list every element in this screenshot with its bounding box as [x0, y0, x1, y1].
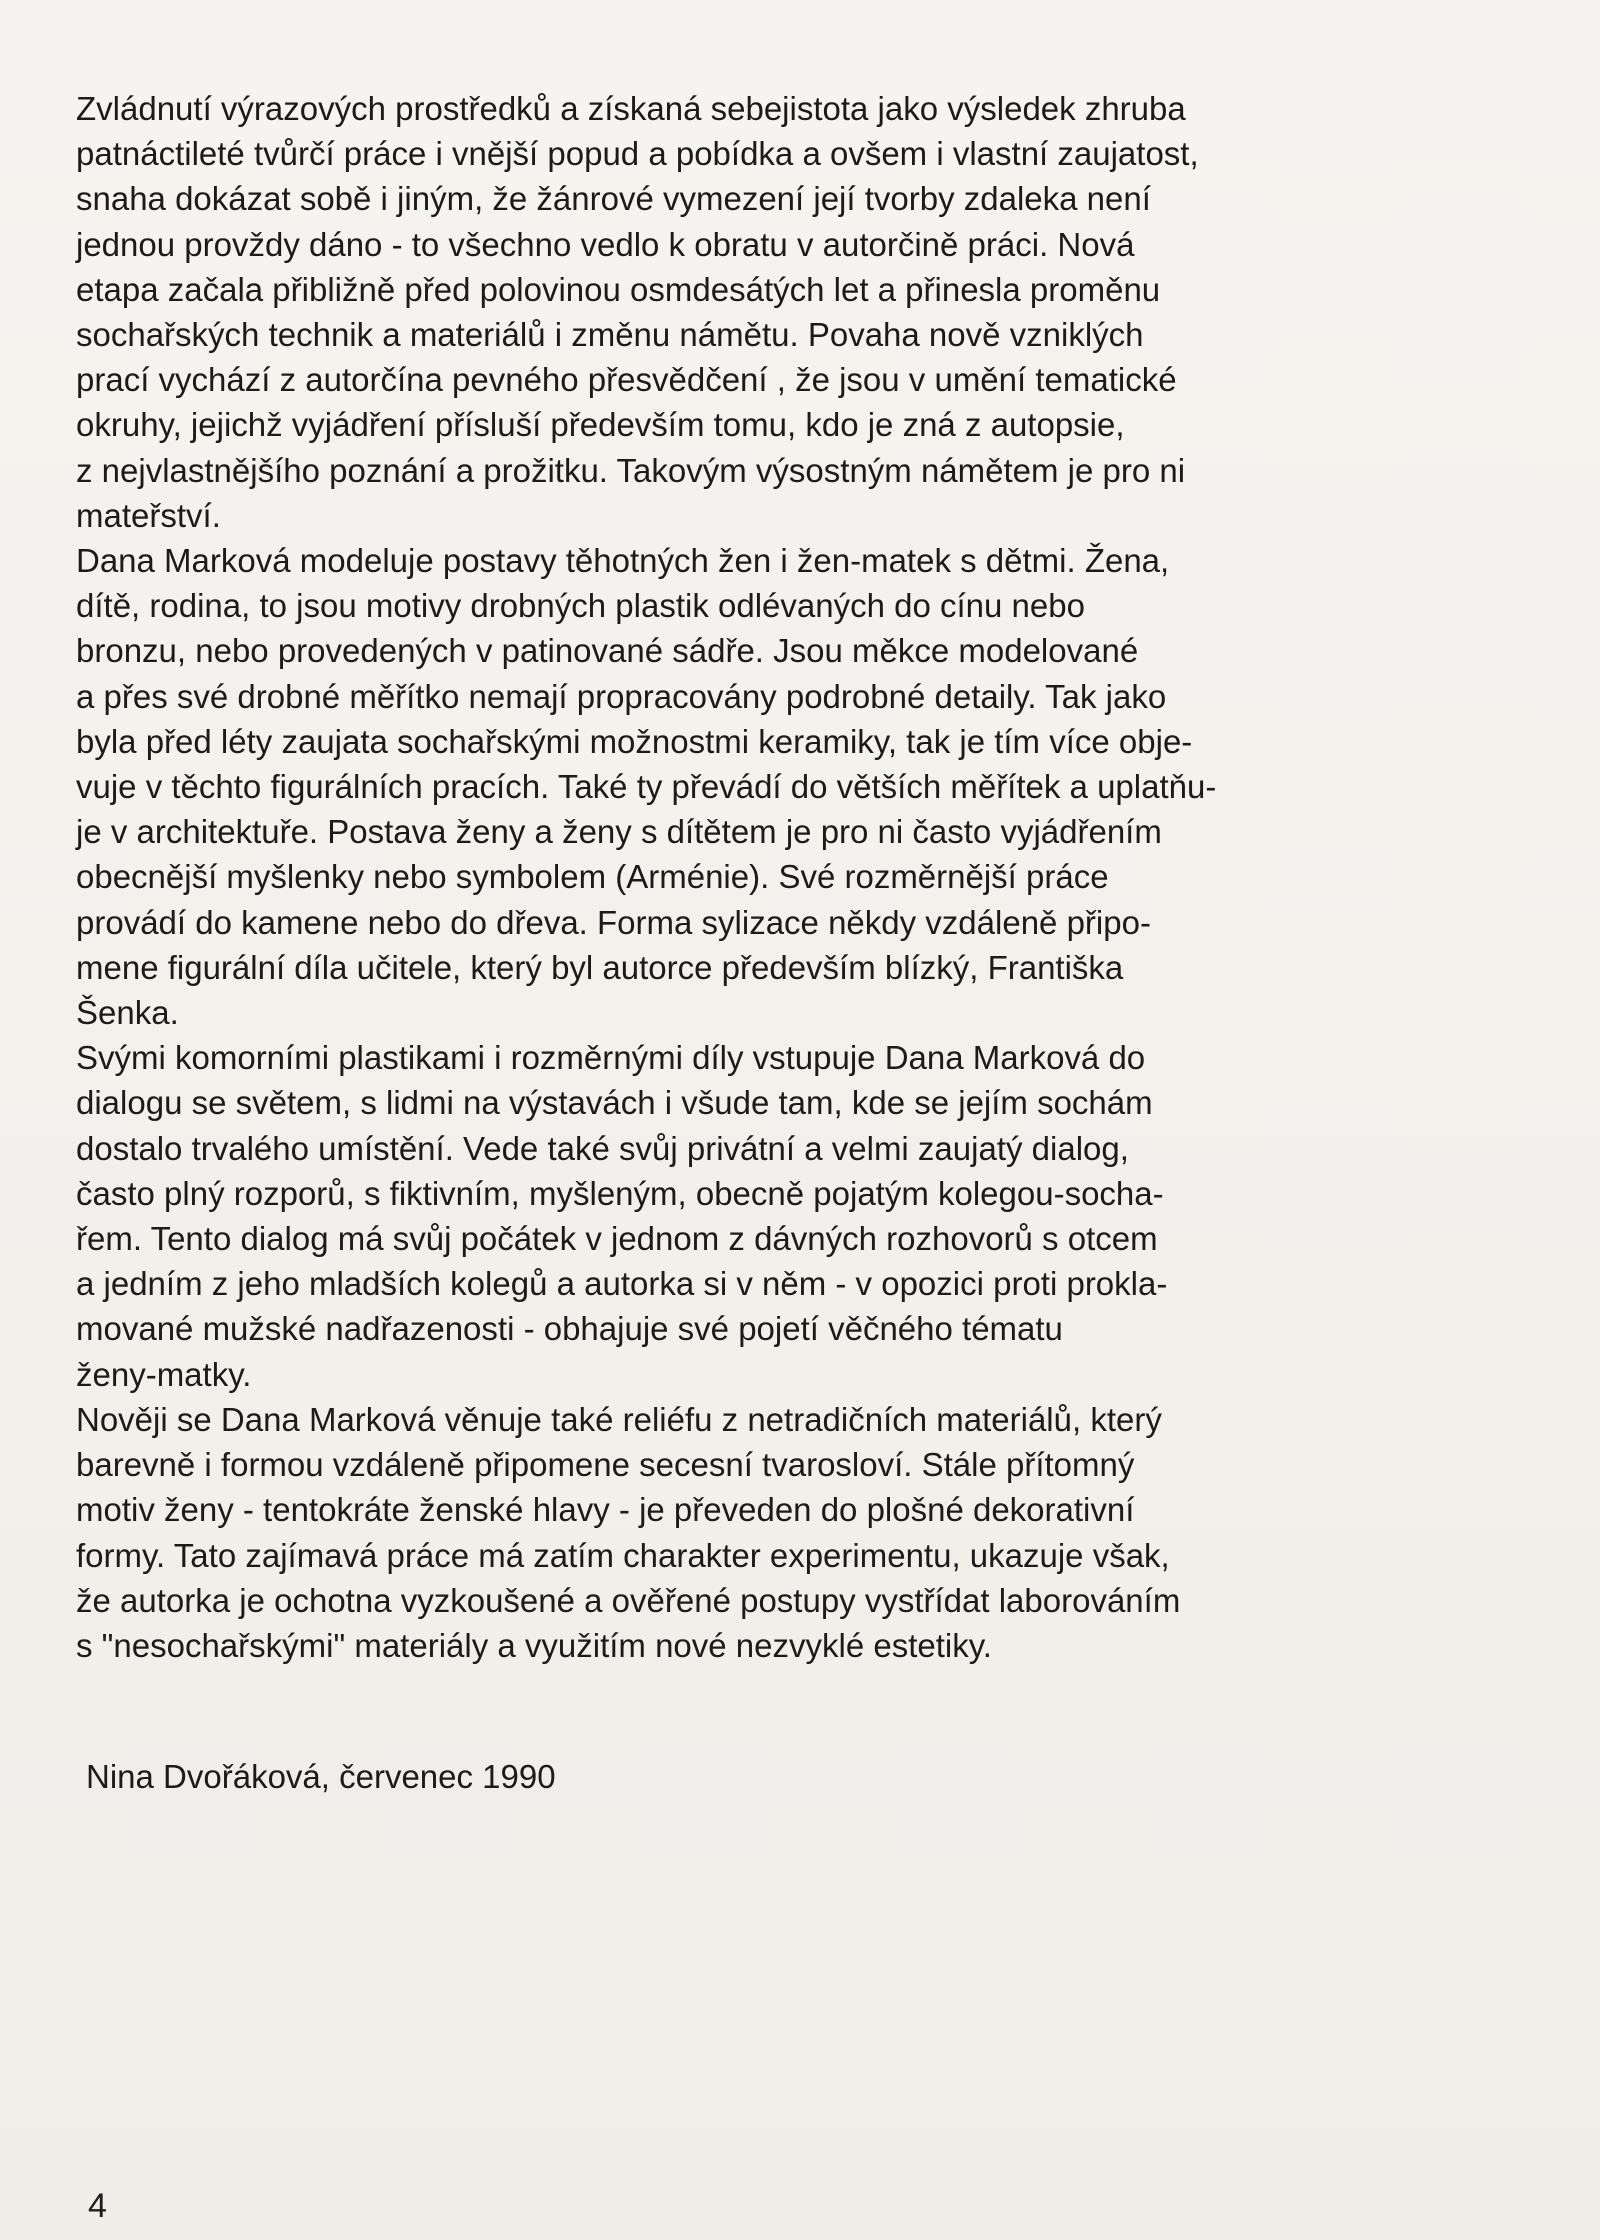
text-line: Svými komorními plastikami i rozměrnými díly vstupuje Dana Marková do	[76, 1039, 1146, 1077]
text-line: snaha dokázat sobě i jiným, že žánrové vymezení její tvorby zdaleka není	[76, 180, 1151, 218]
text-line: s "nesochařskými" materiály a využitím nové nezvyklé estetiky.	[76, 1626, 992, 1664]
text-line: dialogu se světem, s lidmi na výstavách i všude tam, kde se jejím sochám	[76, 1084, 1153, 1122]
article-body	[76, 86, 1366, 1668]
text-line: provádí do kamene nebo do dřeva. Forma sylizace někdy vzdáleně připo-	[76, 903, 1151, 941]
text-line: Zvládnutí výrazových prostředků a získaná sebejistota jako výsledek zhruba	[76, 90, 1186, 127]
text-line: Nověji se Dana Marková věnuje také reliéfu z netradičních materiálů, který	[76, 1400, 1162, 1438]
text-line: patnáctileté tvůrčí práce i vnější popud a pobídka a ovšem i vlastní zaujatost,	[76, 135, 1199, 173]
text-line: jednou provždy dáno - to všechno vedlo k obratu v autorčině práci. Nová	[76, 225, 1135, 263]
text-line: řem. Tento dialog má svůj počátek v jednom z dávných rozhovorů s otcem	[76, 1220, 1158, 1258]
text-line: etapa začala přibližně před polovinou osmdesátých let a přinesla proměnu	[76, 270, 1161, 308]
text-line: Šenka.	[76, 994, 179, 1032]
paragraph-2	[76, 538, 1366, 1035]
text-line: ženy-matky.	[76, 1355, 252, 1393]
text-line: okruhy, jejichž vyjádření přísluší především tomu, kdo je zná z autopsie,	[76, 406, 1125, 444]
paragraph-4	[76, 1397, 1366, 1668]
text-line: motiv ženy - tentokráte ženské hlavy - je převeden do plošné dekorativní	[76, 1491, 1135, 1529]
paragraph-1	[76, 86, 1366, 538]
text-line: vuje v těchto figurálních pracích. Také ty převádí do větších měřítek a uplatňu-	[76, 768, 1217, 806]
paragraph-3	[76, 1035, 1366, 1397]
text-line: často plný rozporů, s fiktivním, myšleným, obecně pojatým kolegou-socha-	[76, 1174, 1164, 1212]
text-line: a přes své drobné měřítko nemají propracovány podrobné detaily. Tak jako	[76, 677, 1167, 715]
text-line: je v architektuře. Postava ženy a ženy s dítětem je pro ni často vyjádřením	[76, 813, 1162, 851]
text-line: formy. Tato zajímavá práce má zatím charakter experimentu, ukazuje však,	[76, 1536, 1170, 1574]
text-line: mene figurální díla učitele, který byl autorce především blízký, Františka	[76, 948, 1124, 986]
text-line: bronzu, nebo provedených v patinované sádře. Jsou měkce modelované	[76, 632, 1139, 670]
text-line: mované mužské nadřazenosti - obhajuje své pojetí věčného tématu	[76, 1310, 1063, 1348]
text-line: dítě, rodina, to jsou motivy drobných plastik odlévaných do cínu nebo	[76, 587, 1085, 625]
text-line: a jedním z jeho mladších kolegů a autorka si v něm - v opozici proti prokla-	[76, 1265, 1168, 1303]
text-line: prací vychází z autorčína pevného přesvědčení , že jsou v umění tematické	[76, 361, 1177, 399]
page-number: 4	[88, 2187, 107, 2225]
text-line: že autorka je ochotna vyzkoušené a ověřené postupy vystřídat laborováním	[76, 1581, 1181, 1619]
text-line: barevně i formou vzdáleně připomene secesní tvarosloví. Stále přítomný	[76, 1446, 1135, 1484]
text-line: Dana Marková modeluje postavy těhotných žen i žen-matek s dětmi. Žena,	[76, 542, 1170, 580]
author-signature: Nina Dvořáková, červenec 1990	[86, 1758, 556, 1795]
text-line: sochařských technik a materiálů i změnu námětu. Povaha nově vzniklých	[76, 316, 1144, 354]
text-line: obecnější myšlenky nebo symbolem (Arménie). Své rozměrnější práce	[76, 858, 1109, 896]
text-line: dostalo trvalého umístění. Vede také svůj privátní a velmi zaujatý dialog,	[76, 1129, 1129, 1167]
text-line: z nejvlastnějšího poznání a prožitku. Takovým výsostným námětem je pro ni	[76, 451, 1186, 489]
text-line: byla před léty zaujata sochařskými možnostmi keramiky, tak je tím více obje-	[76, 722, 1193, 760]
text-line: mateřství.	[76, 496, 221, 534]
